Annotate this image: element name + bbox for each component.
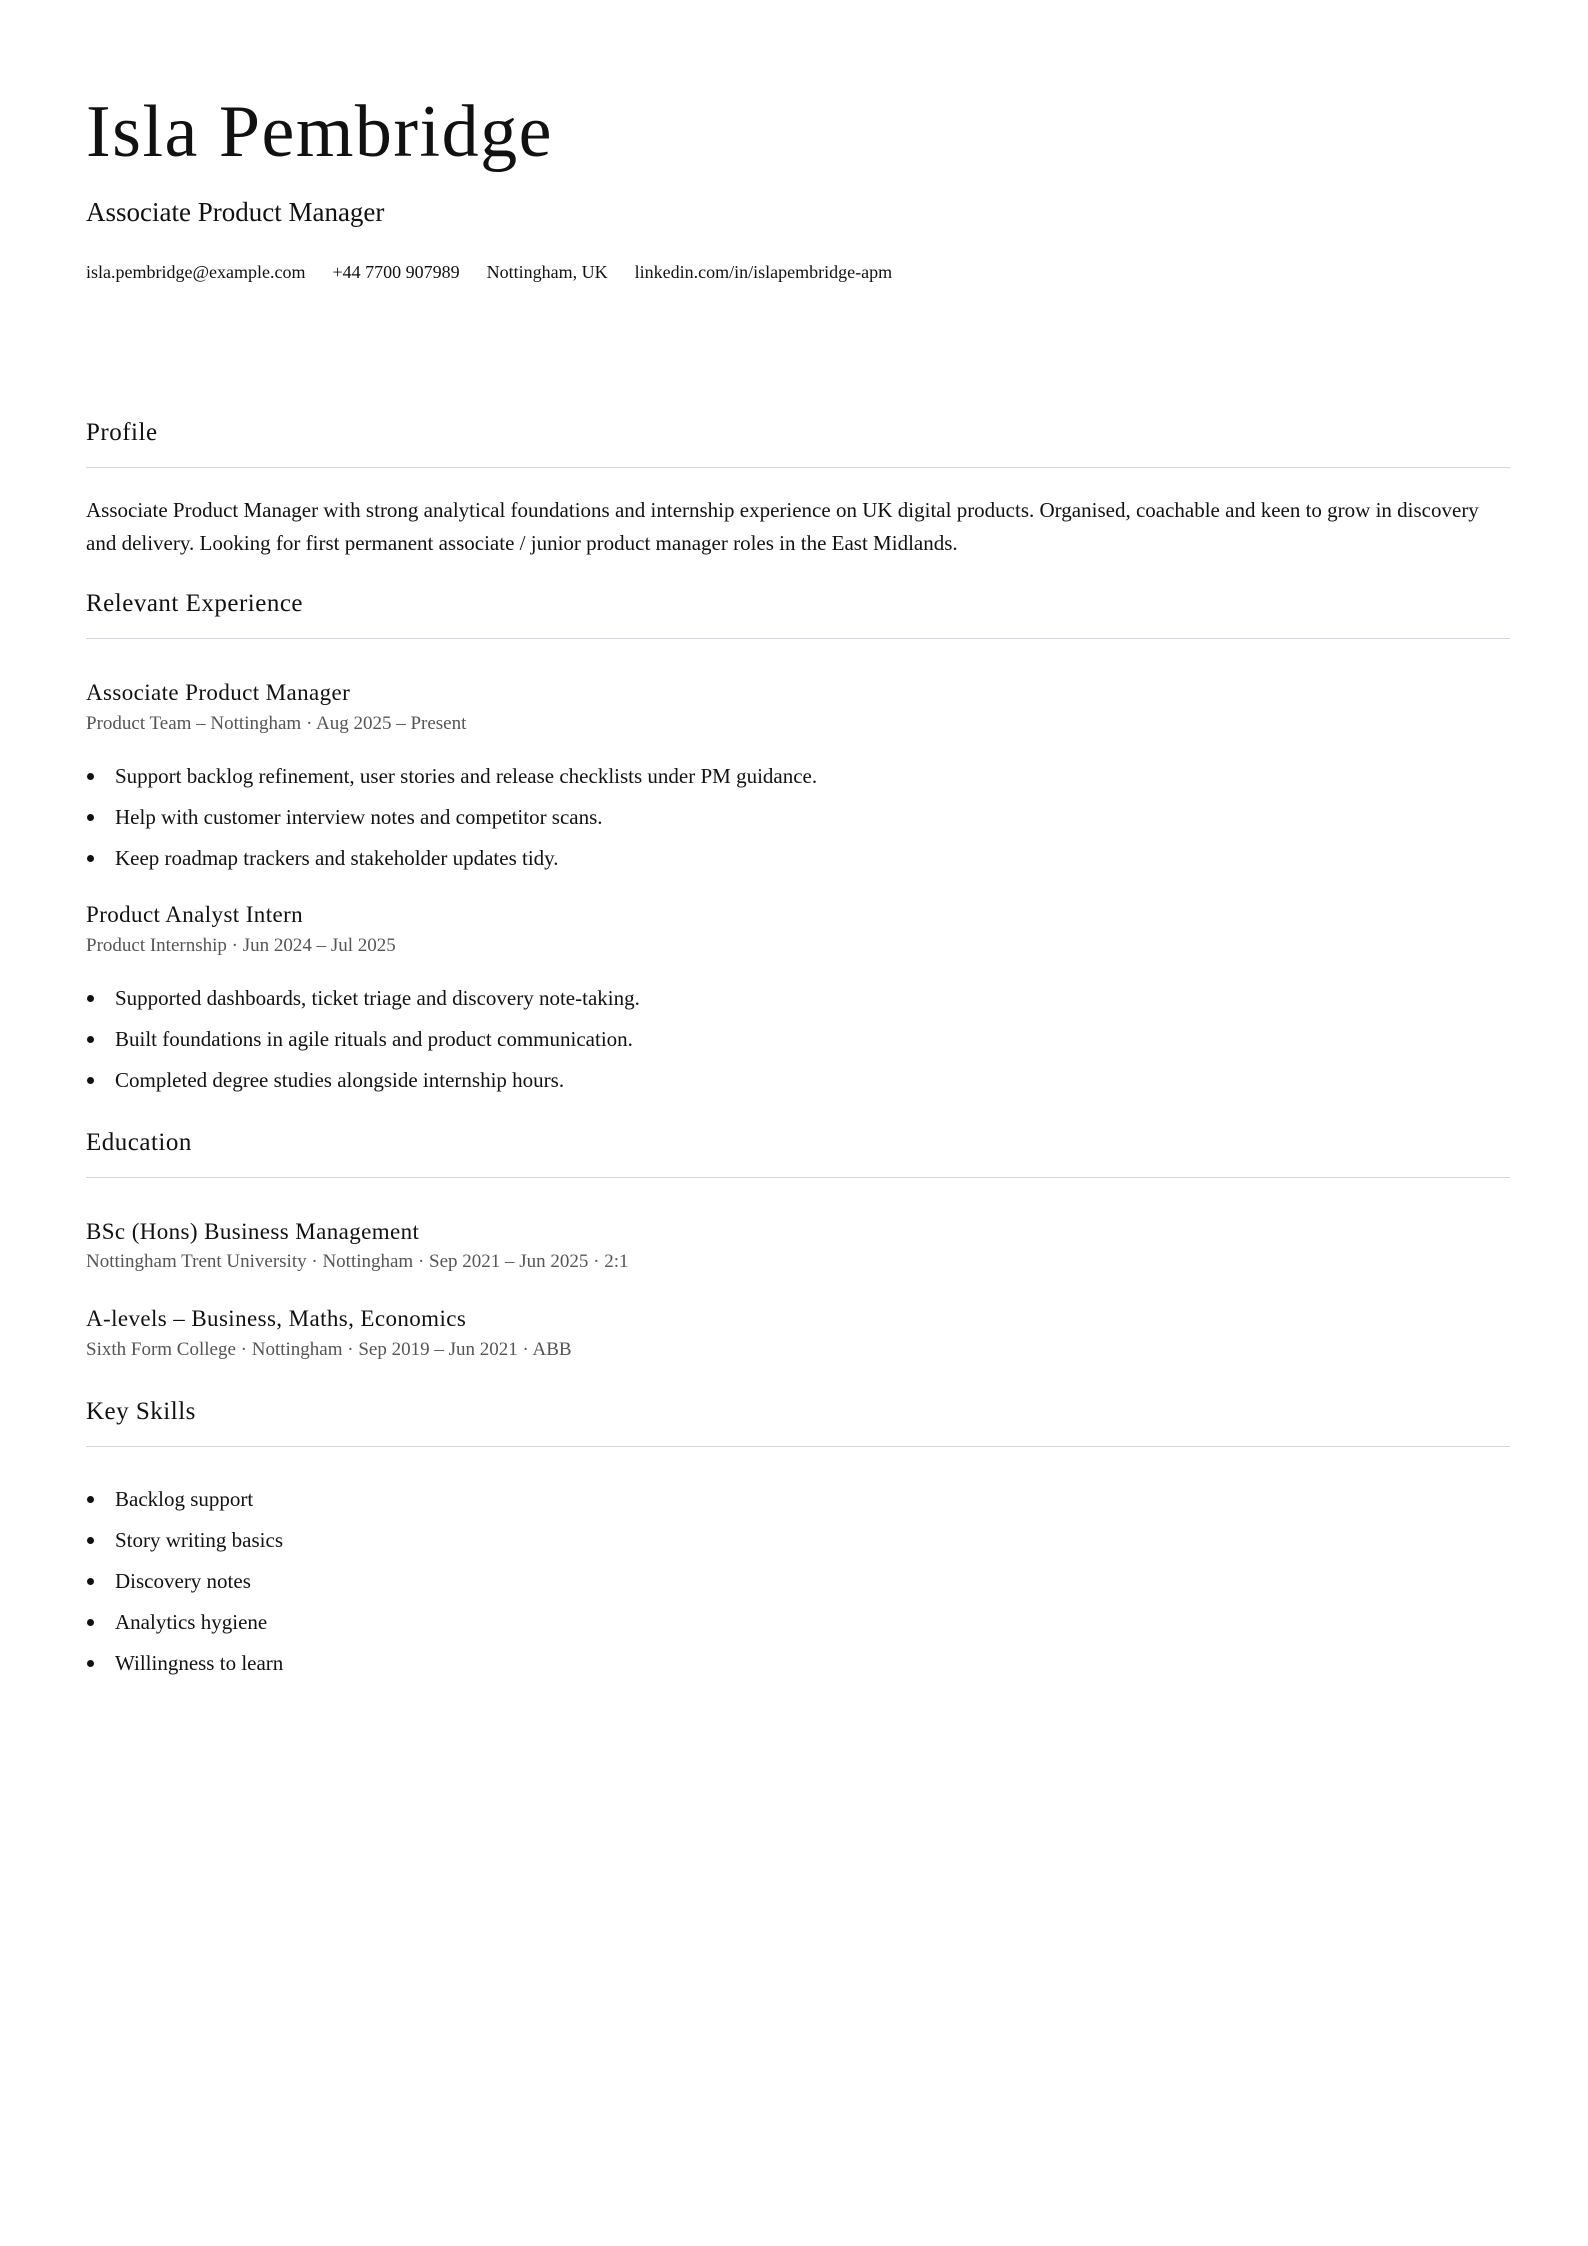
list-item	[86, 1479, 283, 1520]
list-item-text: Help with customer interview notes and competitor scans.	[115, 805, 603, 829]
job-meta: Product Team – Nottingham · Aug 2025 – Present	[86, 713, 467, 734]
education-degree: BSc (Hons) Business Management	[86, 1219, 420, 1244]
list-item	[86, 1561, 283, 1602]
job-meta: Product Internship · Jun 2024 – Jul 2025	[86, 935, 396, 956]
candidate-headline: Associate Product Manager	[86, 197, 385, 227]
bullet-icon	[87, 1077, 94, 1084]
list-item	[86, 1520, 283, 1561]
contact-phone: +44 7700 907989	[332, 262, 460, 282]
list-item-text: Backlog support	[115, 1487, 254, 1511]
section-divider	[86, 1446, 1510, 1447]
section-title-experience: Relevant Experience	[86, 590, 304, 617]
bullet-icon	[87, 1619, 94, 1626]
list-item-text: Completed degree studies alongside internship hours.	[115, 1068, 565, 1092]
contact-email[interactable]: isla.pembridge@example.com	[86, 262, 306, 282]
education-meta: Nottingham Trent University · Nottingham · Sep 2021 – Jun 2025 · 2:1	[86, 1251, 629, 1272]
bullet-icon	[87, 1537, 94, 1544]
list-item	[86, 1060, 640, 1101]
section-title-education: Education	[86, 1129, 192, 1156]
job-title: Associate Product Manager	[86, 680, 351, 705]
list-item-text: Analytics hygiene	[115, 1610, 268, 1634]
section-divider	[86, 638, 1510, 639]
candidate-name: Isla Pembridge	[86, 91, 553, 173]
list-item-text: Discovery notes	[115, 1569, 251, 1593]
bullet-icon	[87, 995, 94, 1002]
list-item	[86, 756, 817, 797]
list-item	[86, 1643, 283, 1684]
list-item-text: Built foundations in agile rituals and product communication.	[115, 1027, 633, 1051]
section-divider	[86, 467, 1510, 468]
contact-location: Nottingham, UK	[486, 262, 608, 282]
list-item-text: Support backlog refinement, user stories and release checklists under PM guidance.	[115, 764, 818, 788]
bullet-icon	[87, 814, 94, 821]
bullet-icon	[87, 1036, 94, 1043]
education-meta: Sixth Form College · Nottingham · Sep 2019 – Jun 2021 · ABB	[86, 1339, 572, 1360]
bullet-icon	[87, 773, 94, 780]
list-item-text: Supported dashboards, ticket triage and discovery note-taking.	[115, 986, 640, 1010]
list-item	[86, 797, 817, 838]
contact-line	[86, 262, 892, 284]
job-bullet-list	[86, 978, 640, 1101]
section-title-skills: Key Skills	[86, 1398, 196, 1425]
list-item-text: Story writing basics	[115, 1528, 283, 1552]
list-item	[86, 1602, 283, 1643]
bullet-icon	[87, 1660, 94, 1667]
job-title: Product Analyst Intern	[86, 902, 304, 927]
contact-linkedin[interactable]: linkedin.com/in/islapembridge-apm	[634, 262, 893, 282]
list-item	[86, 978, 640, 1019]
section-title-profile: Profile	[86, 419, 158, 446]
profile-summary: Associate Product Manager with strong analytical foundations and internship experience on UK digital products. Organised, coachable and keen to grow in discovery and delivery. Looking for first permanent associate / junior product manager roles in the East Midlands.	[86, 498, 1479, 555]
list-item-text: Keep roadmap trackers and stakeholder updates tidy.	[115, 846, 559, 870]
section-divider	[86, 1177, 1510, 1178]
bullet-icon	[87, 1496, 94, 1503]
bullet-icon	[87, 855, 94, 862]
list-item-text: Willingness to learn	[115, 1651, 284, 1675]
skills-list	[86, 1479, 283, 1684]
list-item	[86, 838, 817, 879]
list-item	[86, 1019, 640, 1060]
bullet-icon	[87, 1578, 94, 1585]
job-bullet-list	[86, 756, 817, 879]
education-degree: A-levels – Business, Maths, Economics	[86, 1306, 467, 1331]
